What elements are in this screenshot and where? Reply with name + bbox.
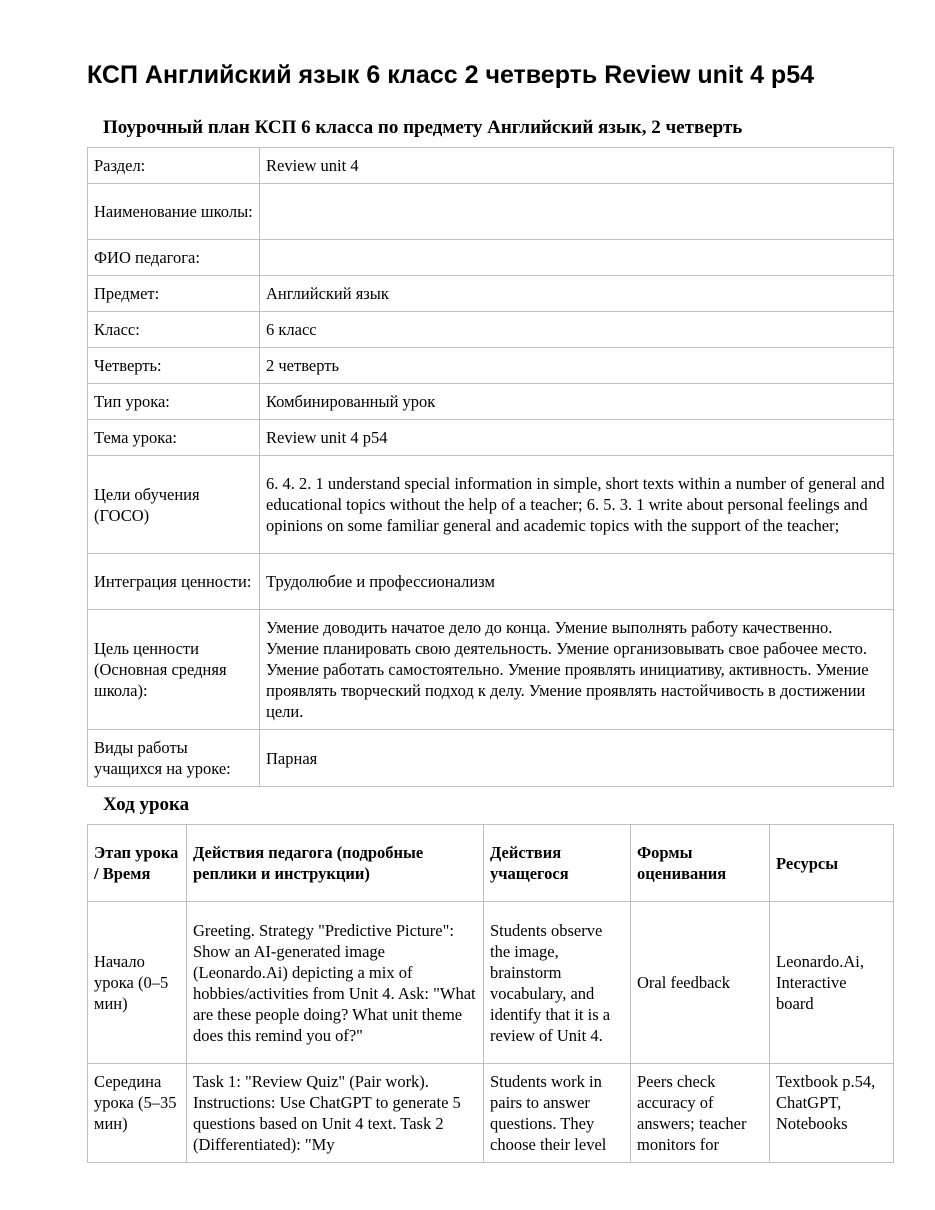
resources-text: Textbook p.54, ChatGPT, Notebooks: [776, 1072, 876, 1133]
info-label: Виды работы учащихся на уроке:: [88, 730, 260, 787]
student-actions-cell: Students observe the image, brainstorm vocabulary, and identify that it is a review of Unit 4.: [484, 902, 631, 1064]
table-row: [88, 1064, 894, 1163]
page-title: КСП Английский язык 6 класс 2 четверть Review unit 4 p54: [87, 61, 815, 89]
info-label: Цели обучения (ГОСО): [88, 456, 260, 554]
student-actions-cell: [484, 1064, 631, 1163]
teacher-actions-cell: [187, 1064, 484, 1163]
info-label: Тип урока:: [88, 384, 260, 420]
info-row-grade: [88, 312, 894, 348]
column-header-stage: Этап урока / Время: [88, 825, 187, 902]
info-value: Английский язык: [260, 276, 894, 312]
stage-cell: Начало урока (0–5 мин): [88, 902, 187, 1064]
lesson-info-table: [87, 147, 894, 787]
plan-heading: Поурочный план КСП 6 класса по предмету Английский язык, 2 четверть: [103, 117, 743, 138]
info-value: [260, 240, 894, 276]
info-value: 2 четверть: [260, 348, 894, 384]
info-value: Review unit 4: [260, 148, 894, 184]
info-label: Тема урока:: [88, 420, 260, 456]
lesson-progress-table: [87, 824, 894, 1163]
info-value: Трудолюбие и профессионализм: [260, 554, 894, 610]
lesson-progress-heading: Ход урока: [103, 794, 190, 815]
teacher-actions-text: Task 1: "Review Quiz" (Pair work). Instructions: Use ChatGPT to generate 5 questions based on Unit 4 text. Task 2 (Differentiated): "My: [193, 1072, 461, 1154]
resources-cell: [770, 1064, 894, 1163]
info-row-lesson-type: [88, 384, 894, 420]
stage-cell: [88, 1064, 187, 1163]
info-row-subject: [88, 276, 894, 312]
assessment-text: Peers check accuracy of answers; teacher monitors for: [637, 1072, 747, 1154]
info-row-learning-goals: [88, 456, 894, 554]
student-actions-text: Students work in pairs to answer questions. They choose their level: [490, 1072, 607, 1154]
info-label: ФИО педагога:: [88, 240, 260, 276]
info-label: Наименование школы:: [88, 184, 260, 240]
info-row-section: [88, 148, 894, 184]
info-label: Класс:: [88, 312, 260, 348]
info-label: Интеграция ценности:: [88, 554, 260, 610]
info-row-teacher: [88, 240, 894, 276]
info-row-value-goal: [88, 610, 894, 730]
info-value: Умение доводить начатое дело до конца. Умение выполнять работу качественно. Умение планировать свою деятельность. Умение организовывать свое рабочее место. Умение работать самостоятельно. Умение проявлять инициативу, активность. Умение проявлять творческий подход к делу. Умение проявлять настойчивость в достижении цели.: [260, 610, 894, 730]
assessment-cell: Oral feedback: [631, 902, 770, 1064]
column-header-student-actions: Действия учащегося: [484, 825, 631, 902]
info-label: Цель ценности (Основная средняя школа):: [88, 610, 260, 730]
info-value: Review unit 4 p54: [260, 420, 894, 456]
info-row-work-types: [88, 730, 894, 787]
teacher-actions-cell: Greeting. Strategy "Predictive Picture": Show an AI-generated image (Leonardo.Ai) depicting a mix of hobbies/activities from Unit 4. Ask: "What are these people doing? What unit theme does this remind you of?": [187, 902, 484, 1064]
info-value: 6 класс: [260, 312, 894, 348]
info-row-school: [88, 184, 894, 240]
info-row-topic: [88, 420, 894, 456]
info-value: Комбинированный урок: [260, 384, 894, 420]
column-header-assessment: Формы оценивания: [631, 825, 770, 902]
info-row-value-integration: [88, 554, 894, 610]
info-label: Предмет:: [88, 276, 260, 312]
table-row: [88, 902, 894, 1064]
column-header-resources: Ресурсы: [770, 825, 894, 902]
info-value: [260, 184, 894, 240]
info-value: Парная: [260, 730, 894, 787]
column-header-teacher-actions: Действия педагога (подробные реплики и инструкции): [187, 825, 484, 902]
info-row-quarter: [88, 348, 894, 384]
info-label: Раздел:: [88, 148, 260, 184]
resources-cell: Leonardo.Ai, Interactive board: [770, 902, 894, 1064]
lesson-table-header: [88, 825, 894, 902]
info-label: Четверть:: [88, 348, 260, 384]
info-value: 6. 4. 2. 1 understand special information in simple, short texts within a number of general and educational topics without the help of a teacher; 6. 5. 3. 1 write about personal feelings and opinions on some familiar general and academic topics with the support of the teacher;: [260, 456, 894, 554]
stage-text: Середина урока (5–35 мин): [94, 1072, 177, 1133]
assessment-cell: [631, 1064, 770, 1163]
